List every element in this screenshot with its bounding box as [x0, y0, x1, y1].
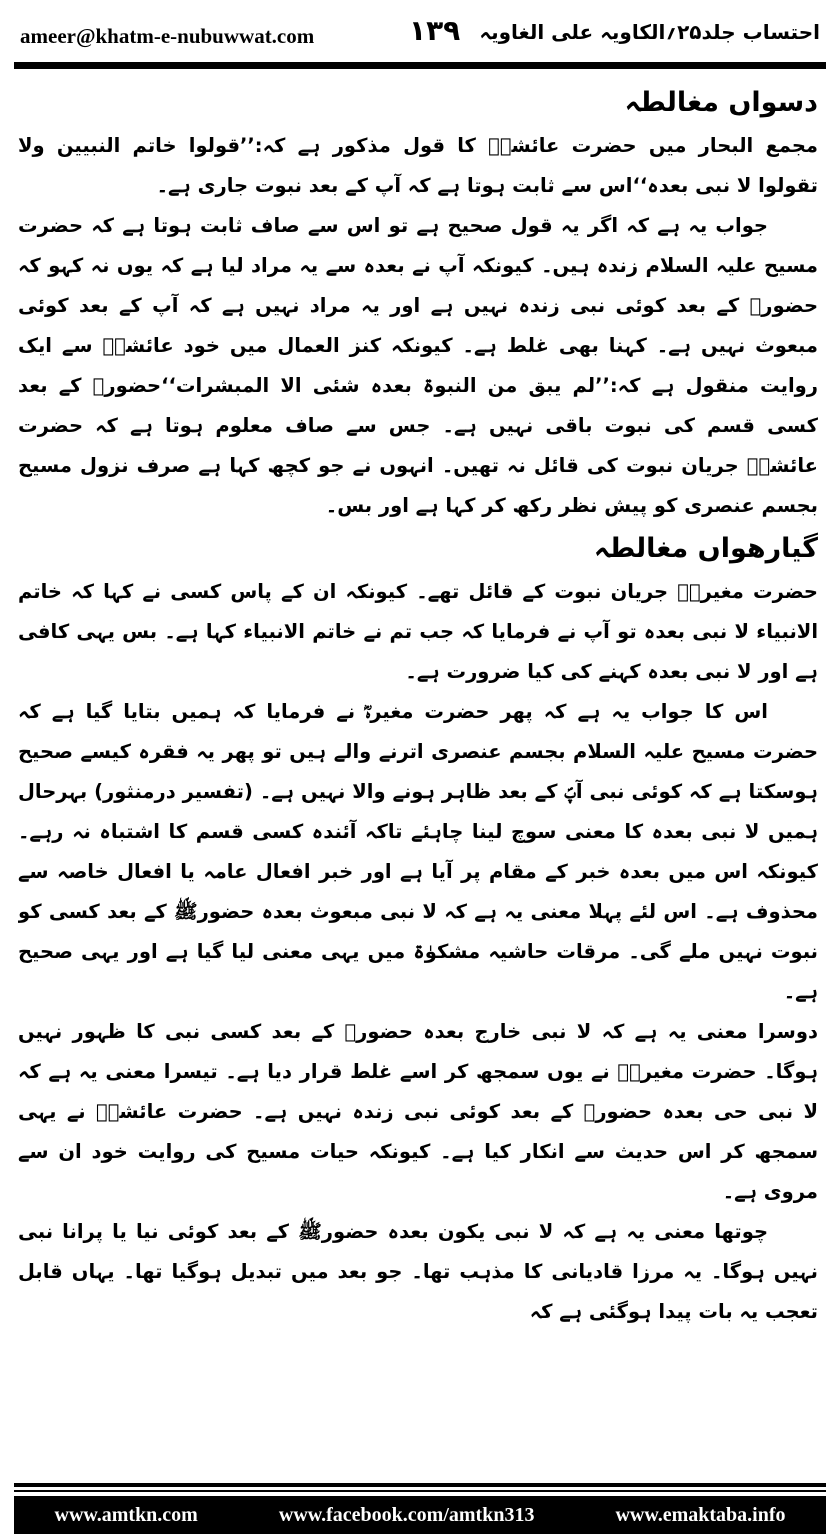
page-body	[18, 80, 818, 1475]
footer-link-emaktaba[interactable]: www.emaktaba.info	[615, 1503, 786, 1526]
book-title: احتساب جلد۲۵؍الکاویہ علی الغاویہ	[479, 20, 820, 44]
footer-rule-thin	[14, 1490, 826, 1492]
paragraph: دوسرا معنی یہ ہے کہ لا نبی خارج بعدہ حضورﷺ کے بعد کسی نبی کا ظہور نہیں ہوگا۔ حضرت مغیرہؓ نے یوں سمجھ کر اسے غلط قرار دیا ہے۔ تیسرا معنی یہ ہے کہ لا نبی حی بعدہ حضورﷺ کے بعد کوئی نبی زندہ نہیں ہے۔ حضرت عائشہؓ نے یہی سمجھ کر اس حدیث سے انکار کیا ہے۔ کیونکہ حیات مسیح کی روایت خود ان سے مروی ہے۔	[18, 1020, 818, 1203]
header-rule	[14, 62, 826, 69]
footer-rule	[14, 1483, 826, 1487]
paragraph: مجمع البحار میں حضرت عائشہؓ کا قول مذکور ہے کہ:’’قولوا خاتم النبیین ولا تقولوا لا نبی بعدہ‘‘اس سے ثابت ہوتا ہے کہ آپ کے بعد نبوت جاری ہے۔	[18, 134, 818, 197]
section-heading-10: دسواں مغالطہ	[624, 87, 818, 118]
paragraph: حضرت مغیرہؓ جریان نبوت کے قائل تھے۔ کیونکہ ان کے پاس کسی نے کہا کہ خاتم الانبیاء لا نبی بعدہ تو آپ نے فرمایا کہ جب تم نے خاتم الانبیاء کہا ہے۔ بس یہی کافی ہے اور لا نبی بعدہ کہنے کی کیا ضرورت ہے۔	[18, 580, 818, 683]
header-email: ameer@khatm-e-nubuwwat.com	[20, 24, 315, 48]
paragraph: اس کا جواب یہ ہے کہ پھر حضرت مغیرہؓ نے فرمایا کہ ہمیں بتایا گیا ہے کہ حضرت مسیح علیہ السلام بجسم عنصری اترنے والے ہیں تو پھر یہ فقرہ کیسے صحیح ہوسکتا ہے کہ کوئی نبی آپؐ کے بعد ظاہر ہونے والا نہیں ہے۔ (تفسیر درمنثور) بہرحال ہمیں لا نبی بعدہ کا معنی سوچ لینا چاہئے تاکہ آئندہ کسی قسم کا اشتباہ نہ رہے۔ کیونکہ اس میں بعدہ خبر کے مقام پر آیا ہے اور خبر افعال عامہ یا افعال خاصہ سے محذوف ہے۔ اس لئے پہلا معنی یہ ہے کہ لا نبی مبعوث بعدہ حضورﷺ کے بعد کسی کو نبوت نہیں ملے گی۔ مرقات حاشیہ مشکوٰۃ میں یہی معنی لیا گیا ہے اور یہی صحیح ہے۔	[18, 700, 818, 1003]
page-footer	[14, 1496, 826, 1534]
paragraph: چوتھا معنی یہ ہے کہ لا نبی یکون بعدہ حضورﷺ کے بعد کوئی نیا یا پرانا نبی نہیں ہوگا۔ یہ مرزا قادیانی کا مذہب تھا۔ جو بعد میں تبدیل ہوگیا تھا۔ یہاں قابل تعجب یہ بات پیدا ہوگئی ہے کہ	[18, 1220, 818, 1323]
page-header	[14, 6, 826, 62]
footer-link-amtkn[interactable]: www.amtkn.com	[54, 1503, 198, 1526]
page-number: ۱۳۹	[409, 14, 461, 47]
paragraph: جواب یہ ہے کہ اگر یہ قول صحیح ہے تو اس سے صاف ثابت ہوتا ہے کہ حضرت مسیح علیہ السلام زندہ ہیں۔ کیونکہ آپ نے بعدہ سے یہ مراد لیا ہے کہ یوں نہ کہو کہ حضورﷺ کے بعد کوئی نبی زندہ نہیں ہے اور یہ مراد نہیں ہے کہ آپ کے بعد کوئی مبعوث نہیں ہے۔ کہنا بھی غلط ہے۔ کیونکہ کنز العمال میں خود عائشہؓ سے ایک روایت منقول ہے کہ:’’لم یبق من النبوۃ بعدہ شئی الا المبشرات‘‘حضورﷺ کے بعد کسی قسم کی نبوت باقی نہیں ہے۔ جس سے صاف معلوم ہوتا ہے کہ حضرت عائشہؓ جریان نبوت کی قائل نہ تھیں۔ انہوں نے جو کچھ کہا ہے صرف نزول مسیح بجسم عنصری کو پیش نظر رکھ کر کہا ہے اور بس۔	[18, 214, 818, 517]
section-heading-11: گیارھواں مغالطہ	[593, 533, 818, 564]
footer-link-facebook[interactable]: www.facebook.com/amtkn313	[278, 1503, 535, 1526]
